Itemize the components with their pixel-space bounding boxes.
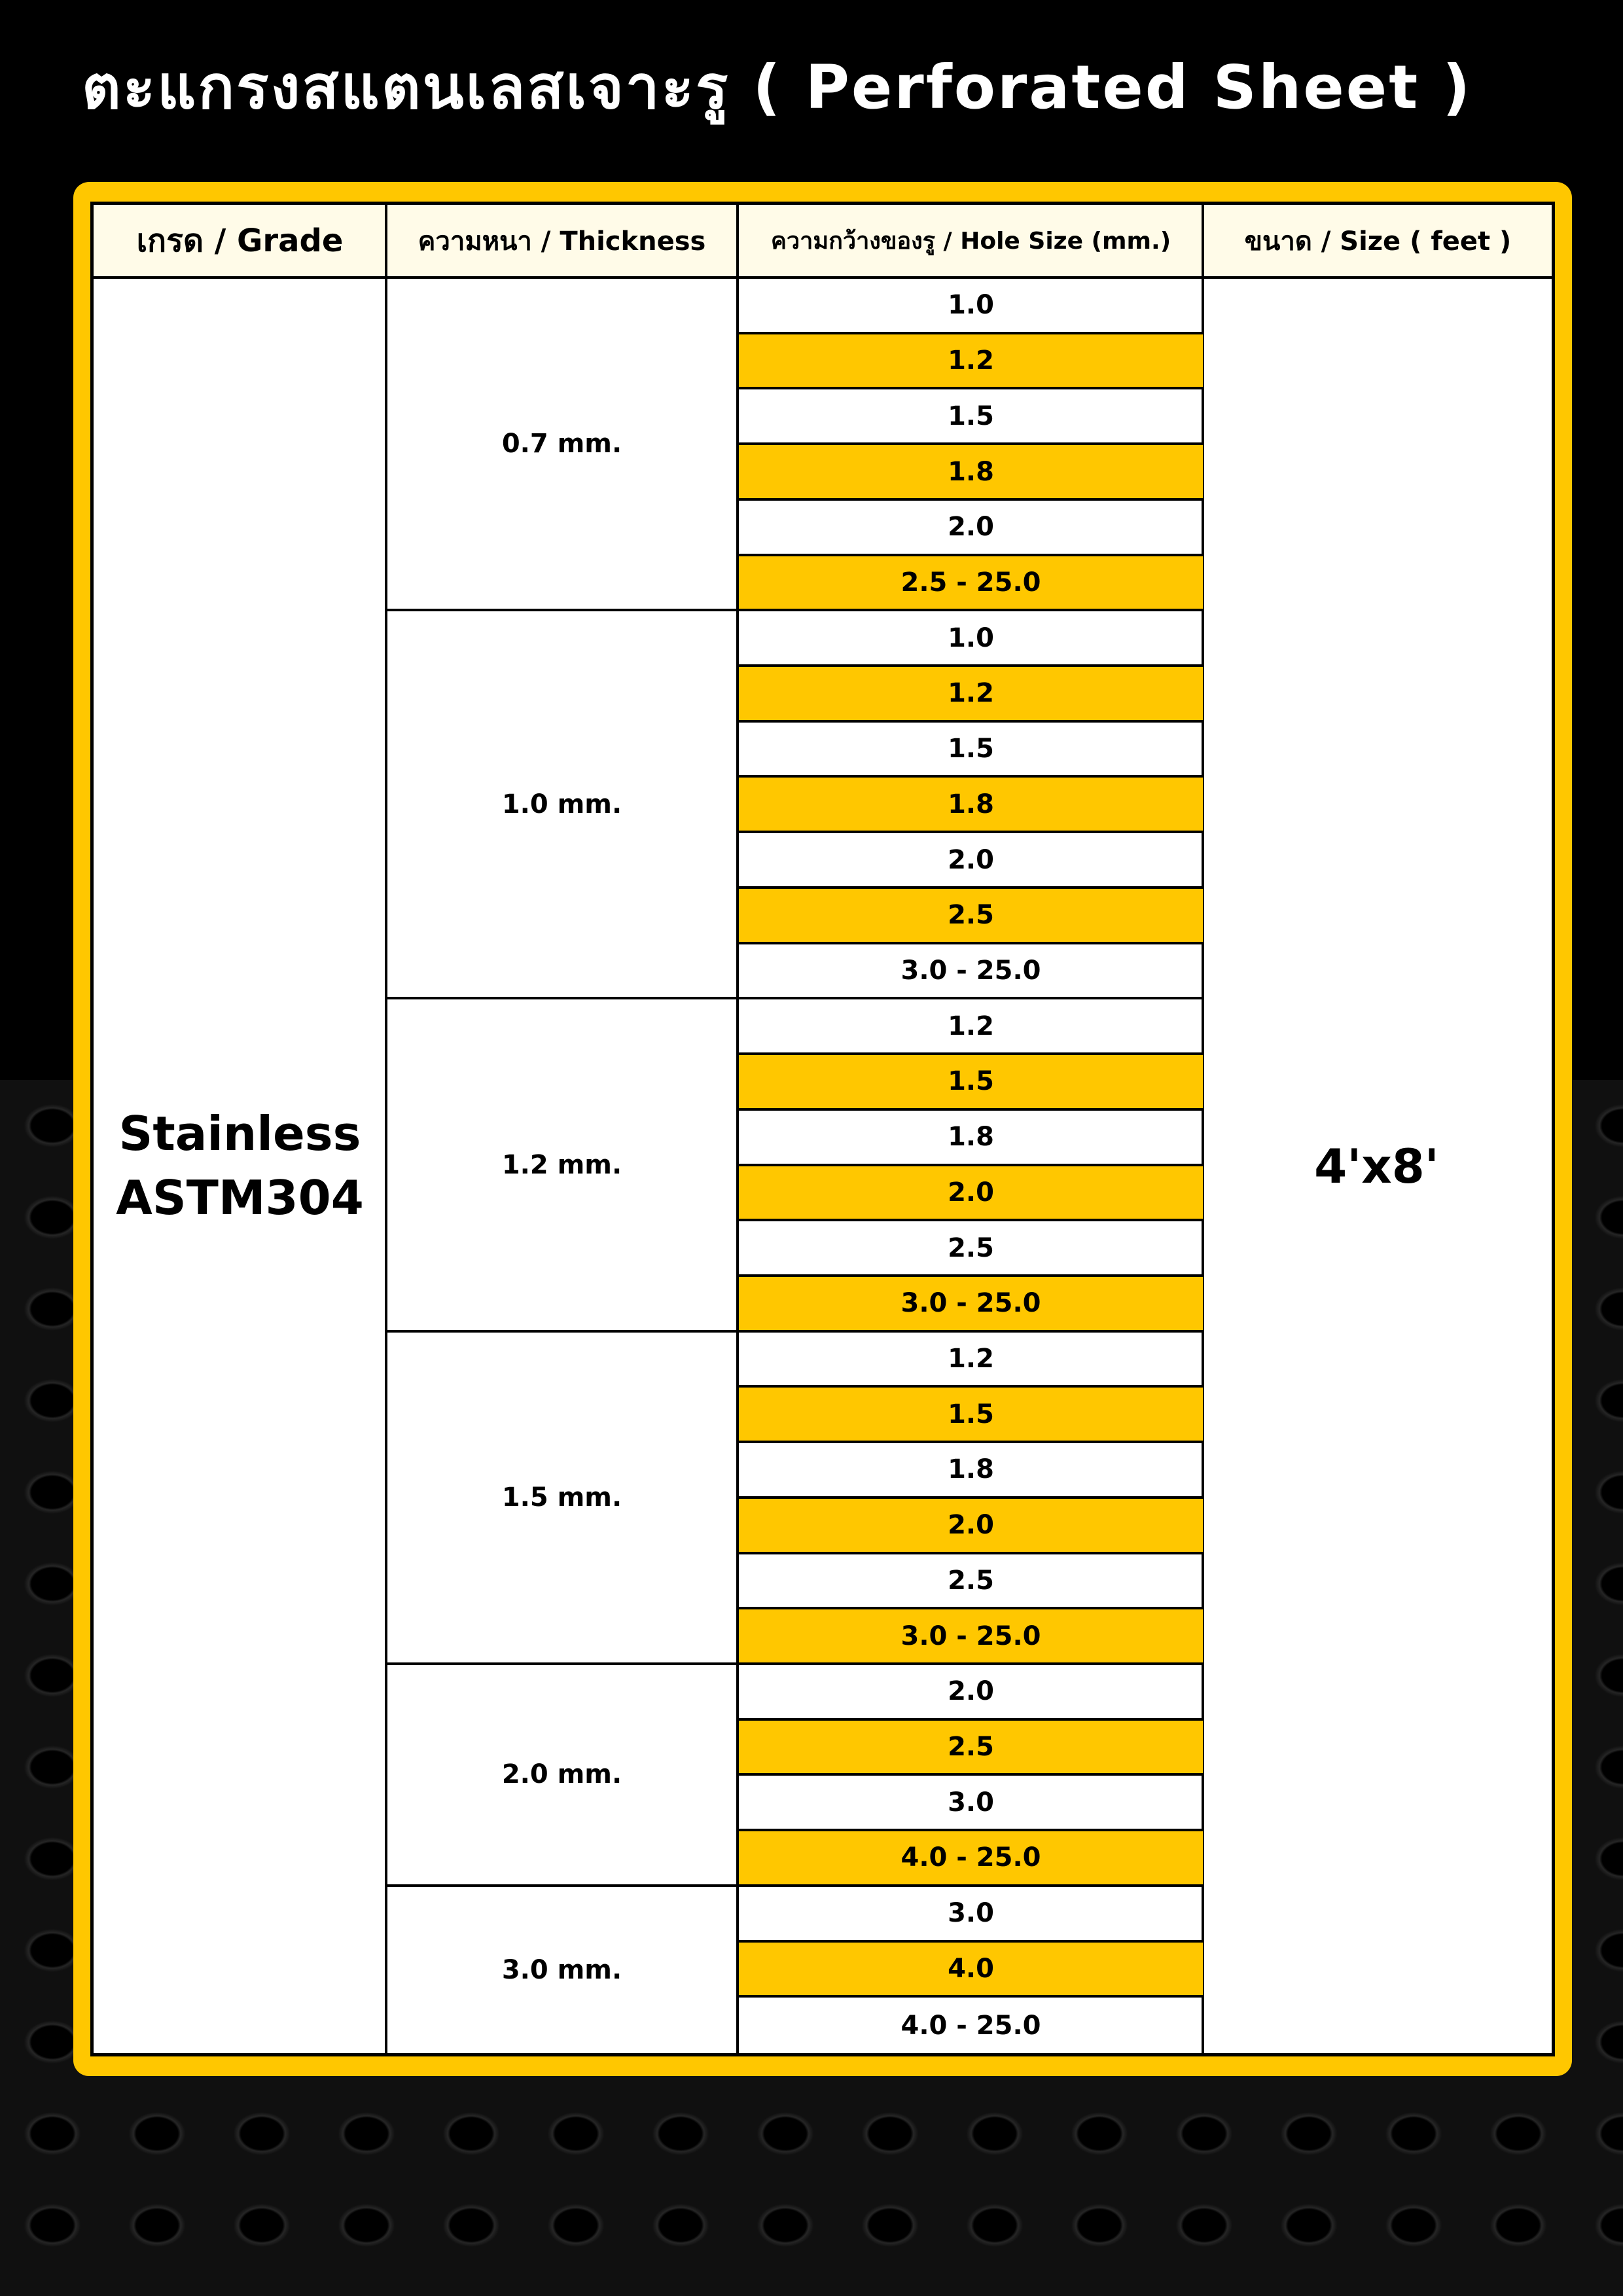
hole-size-cell: 1.2 — [739, 1333, 1203, 1388]
header-grade: เกรด / Grade — [94, 205, 386, 279]
thickness-cell: 1.5 mm. — [387, 1333, 736, 1665]
thickness-cell: 1.2 mm. — [387, 999, 736, 1332]
hole-size-cell: 1.2 — [739, 999, 1203, 1055]
hole-size-cell: 4.0 - 25.0 — [739, 1831, 1203, 1887]
hole-size-cell: 3.0 — [739, 1887, 1203, 1943]
hole-size-cell: 2.0 — [739, 501, 1203, 556]
thickness-cell: 2.0 mm. — [387, 1665, 736, 1887]
hole-size-cell: 4.0 — [739, 1943, 1203, 1998]
spec-table — [90, 202, 1555, 2056]
header-hole-size: ความกว้างของรู / Hole Size (mm.) — [739, 205, 1203, 279]
page-title: ตะแกรงสแตนเลสเจาะรู ( Perforated Sheet ) — [82, 52, 1472, 122]
hole-size-cell: 2.5 — [739, 889, 1203, 944]
hole-size-cell: 1.5 — [739, 1388, 1203, 1443]
hole-size-cell: 1.2 — [739, 334, 1203, 390]
hole-size-cell: 2.5 — [739, 1721, 1203, 1776]
hole-size-cell: 2.5 - 25.0 — [739, 556, 1203, 612]
hole-size-cell: 3.0 - 25.0 — [739, 1609, 1203, 1665]
hole-size-cell: 4.0 - 25.0 — [901, 2010, 1041, 2041]
hole-size-cell: 2.0 — [739, 1665, 1203, 1721]
hole-size-cell: 1.0 — [739, 611, 1203, 667]
hole-size-cell: 3.0 - 25.0 — [739, 1277, 1203, 1333]
hole-size-cell: 2.0 — [739, 1166, 1203, 1222]
hole-size-cell: 3.0 — [739, 1776, 1203, 1831]
hole-size-cell: 2.5 — [739, 1554, 1203, 1610]
grade-line-1: Stainless — [118, 1106, 361, 1162]
thickness-cell: 0.7 mm. — [387, 279, 736, 611]
thickness-cell: 1.0 mm. — [387, 611, 736, 999]
hole-size-cell: 1.8 — [739, 1111, 1203, 1166]
hole-size-cell: 1.5 — [739, 723, 1203, 778]
hole-size-cell: 1.0 — [739, 279, 1203, 334]
hole-size-cell: 1.5 — [739, 1055, 1203, 1111]
header-thickness: ความหนา / Thickness — [387, 205, 736, 279]
hole-size-cell: 2.5 — [739, 1221, 1203, 1277]
hole-size-cell: 2.0 — [739, 1499, 1203, 1554]
hole-size-cell: 3.0 - 25.0 — [739, 944, 1203, 1000]
hole-size-cell: 2.0 — [739, 833, 1203, 889]
hole-size-cell: 1.5 — [739, 389, 1203, 445]
size-cell: 4'x8' — [1314, 1138, 1439, 1194]
grade-cell — [94, 279, 386, 2053]
thickness-cell: 3.0 mm. — [501, 1954, 622, 1985]
hole-size-cell: 1.8 — [739, 778, 1203, 833]
hole-size-cell: 1.8 — [739, 445, 1203, 501]
hole-size-cell: 1.8 — [739, 1443, 1203, 1499]
header-size: ขนาด / Size ( feet ) — [1204, 205, 1552, 279]
hole-size-cell: 1.2 — [739, 667, 1203, 723]
grade-line-2: ASTM304 — [116, 1170, 364, 1225]
